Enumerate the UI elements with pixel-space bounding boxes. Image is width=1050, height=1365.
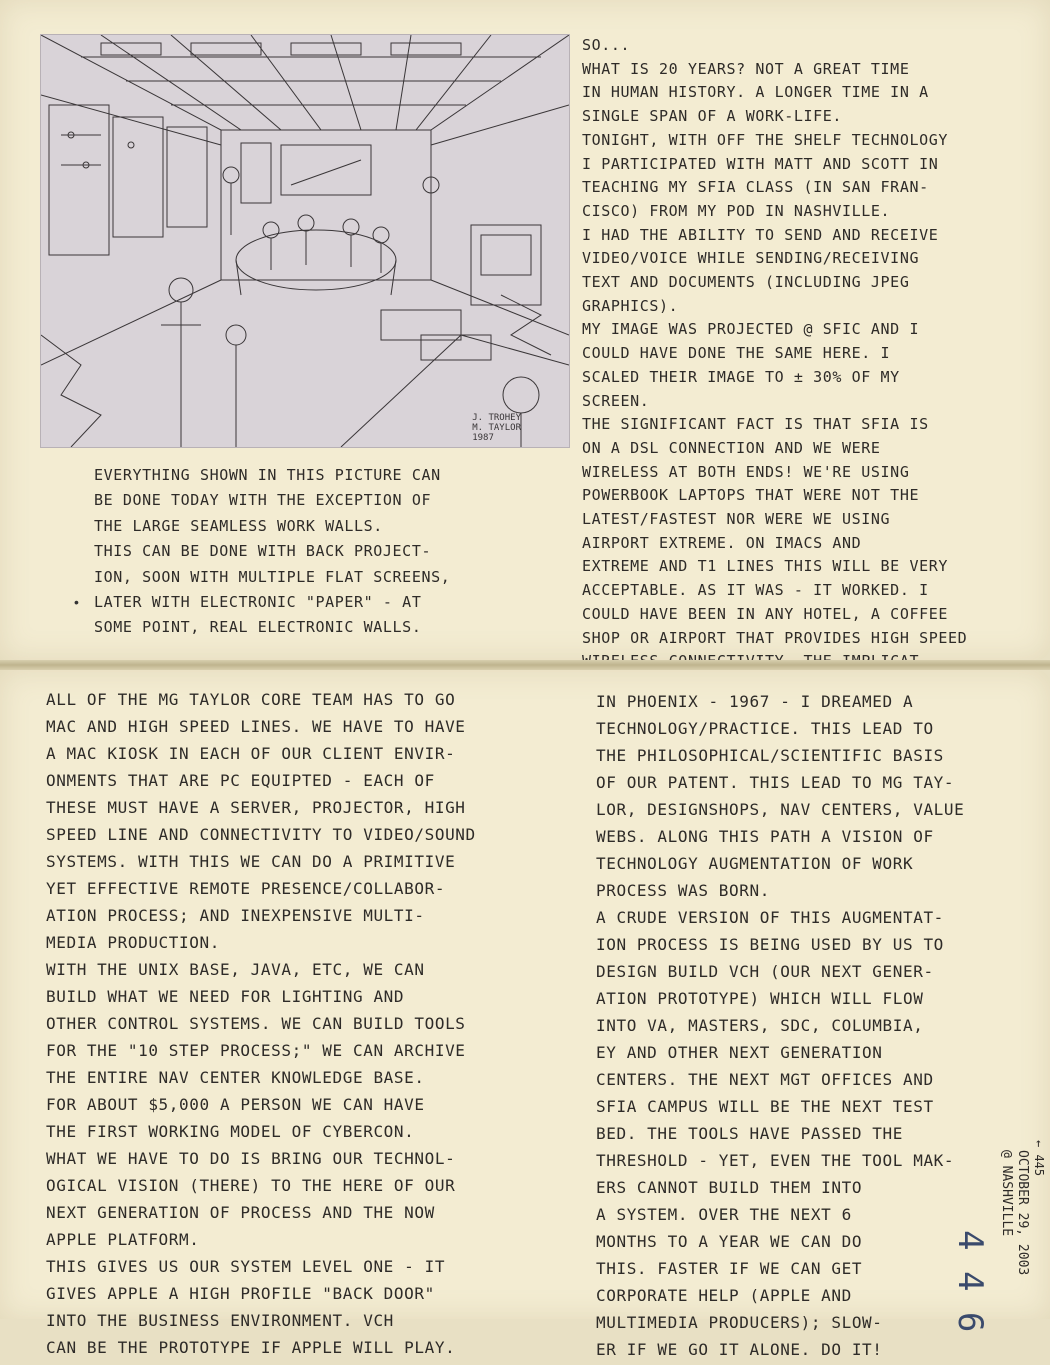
date-line: OCTOBER 29, 2003	[1015, 1150, 1030, 1276]
note-line: COULD HAVE DONE THE SAME HERE. I	[582, 344, 891, 363]
location-line: @ NASHVILLE	[999, 1150, 1014, 1237]
date-note	[998, 1150, 1030, 1275]
note-line: WIRELESS AT BOTH ENDS! WE'RE USING	[582, 462, 910, 481]
note-line: TEACHING MY SFIA CLASS (IN SAN FRAN-	[582, 178, 929, 197]
note-line: ON A DSL CONNECTION AND WE WERE	[582, 438, 881, 457]
note-line: ION PROCESS IS BEING USED BY US TO	[596, 935, 944, 954]
note-line: I PARTICIPATED WITH MATT AND SCOTT IN	[582, 154, 939, 173]
note-line: WITH THE UNIX BASE, JAVA, ETC, WE CAN	[46, 960, 425, 979]
note-line: MY IMAGE WAS PROJECTED @ SFIC AND I	[582, 320, 920, 339]
note-line: SCALED THEIR IMAGE TO ± 30% OF MY	[582, 367, 900, 386]
note-line: THIS. FASTER IF WE CAN GET	[596, 1259, 863, 1278]
note-line: ONMENTS THAT ARE PC EQUIPTED - EACH OF	[46, 771, 435, 790]
sketch-caption	[94, 465, 534, 643]
note-line: OTHER CONTROL SYSTEMS. WE CAN BUILD TOOLS	[46, 1014, 466, 1033]
sketch-signature	[472, 413, 521, 443]
page-number: 4 4 6	[950, 1230, 990, 1333]
note-line: CISCO) FROM MY POD IN NASHVILLE.	[582, 201, 891, 220]
note-line: DESIGN BUILD VCH (OUR NEXT GENER-	[596, 962, 934, 981]
note-line: A CRUDE VERSION OF THIS AUGMENTAT-	[596, 908, 944, 927]
note-line: ATION PROCESS; AND INEXPENSIVE MULTI-	[46, 906, 425, 925]
note-line: TECHNOLOGY AUGMENTATION OF WORK	[596, 854, 914, 873]
note-line: A SYSTEM. OVER THE NEXT 6	[596, 1205, 852, 1224]
note-line: THE SIGNIFICANT FACT IS THAT SFIA IS	[582, 415, 929, 434]
caption-line: EVERYTHING SHOWN IN THIS PICTURE CAN	[94, 466, 441, 484]
note-line: THESE MUST HAVE A SERVER, PROJECTOR, HIGH	[46, 798, 466, 817]
note-line: APPLE PLATFORM.	[46, 1230, 200, 1249]
page-reference-note: ← 445	[1032, 1140, 1046, 1177]
note-line: ALL OF THE MG TAYLOR CORE TEAM HAS TO GO	[46, 690, 456, 709]
note-line: TECHNOLOGY/PRACTICE. THIS LEAD TO	[596, 719, 934, 738]
note-line: INTO VA, MASTERS, SDC, COLUMBIA,	[596, 1016, 924, 1035]
top-right-notes	[582, 36, 1044, 700]
note-line: GRAPHICS).	[582, 296, 679, 315]
note-line: THRESHOLD - YET, EVEN THE TOOL MAK-	[596, 1151, 955, 1170]
note-line: IN PHOENIX - 1967 - I DREAMED A	[596, 692, 914, 711]
note-line: MONTHS TO A YEAR WE CAN DO	[596, 1232, 863, 1251]
note-line: THE ENTIRE NAV CENTER KNOWLEDGE BASE.	[46, 1068, 425, 1087]
note-line: FOR THE "10 STEP PROCESS;" WE CAN ARCHIVE	[46, 1041, 466, 1060]
note-line: BED. THE TOOLS HAVE PASSED THE	[596, 1124, 903, 1143]
note-line: WEBS. ALONG THIS PATH A VISION OF	[596, 827, 934, 846]
note-line: WHAT IS 20 YEARS? NOT A GREAT TIME	[582, 59, 910, 78]
note-line: THE PHILOSOPHICAL/SCIENTIFIC BASIS	[596, 746, 944, 765]
note-line: LATEST/FASTEST NOR WERE WE USING	[582, 510, 891, 529]
note-line: GIVES APPLE A HIGH PROFILE "BACK DOOR"	[46, 1284, 435, 1303]
caption-line: BE DONE TODAY WITH THE EXCEPTION OF	[94, 491, 432, 510]
caption-line: SOME POINT, REAL ELECTRONIC WALLS.	[94, 618, 422, 637]
note-line: THE FIRST WORKING MODEL OF CYBERCON.	[46, 1122, 415, 1141]
note-line: PROCESS WAS BORN.	[596, 881, 770, 900]
note-line: MEDIA PRODUCTION.	[46, 933, 220, 952]
note-line: ERS CANNOT BUILD THEM INTO	[596, 1178, 863, 1197]
note-line: A MAC KIOSK IN EACH OF OUR CLIENT ENVIR-	[46, 744, 456, 763]
note-line: IN HUMAN HISTORY. A LONGER TIME IN A	[582, 83, 929, 102]
note-line: SCREEN.	[582, 391, 650, 410]
note-line: SYSTEMS. WITH THIS WE CAN DO A PRIMITIVE	[46, 852, 456, 871]
caption-line: ION, SOON WITH MULTIPLE FLAT SCREENS,	[94, 567, 451, 586]
note-line: SHOP OR AIRPORT THAT PROVIDES HIGH SPEED	[582, 628, 968, 647]
sketch-illustration	[40, 34, 570, 448]
note-line: AIRPORT EXTREME. ON IMACS AND	[582, 533, 862, 552]
note-line: MULTIMEDIA PRODUCERS); SLOW-	[596, 1313, 883, 1332]
note-line: ER IF WE GO IT ALONE. DO IT!	[596, 1340, 883, 1359]
note-line: SO...	[582, 36, 631, 54]
notebook-page-top	[0, 0, 1050, 660]
pen-dot: •	[74, 594, 79, 610]
note-line: SPEED LINE AND CONNECTIVITY TO VIDEO/SOUND	[46, 825, 476, 844]
signature-line: J. TROHEY	[472, 413, 521, 423]
note-line: WHAT WE HAVE TO DO IS BRING OUR TECHNOL-	[46, 1149, 456, 1168]
note-line: POWERBOOK LAPTOPS THAT WERE NOT THE	[582, 486, 920, 505]
caption-line: THIS CAN BE DONE WITH BACK PROJECT-	[94, 542, 432, 561]
note-line: THIS GIVES US OUR SYSTEM LEVEL ONE - IT	[46, 1257, 446, 1276]
note-line: TONIGHT, WITH OFF THE SHELF TECHNOLOGY	[582, 130, 948, 149]
note-line: OF OUR PATENT. THIS LEAD TO MG TAY-	[596, 773, 955, 792]
note-line: BUILD WHAT WE NEED FOR LIGHTING AND	[46, 987, 405, 1006]
note-line: YET EFFECTIVE REMOTE PRESENCE/COLLABOR-	[46, 879, 446, 898]
caption-line: LATER WITH ELECTRONIC "PAPER" - AT	[94, 593, 422, 612]
note-line: ACCEPTABLE. AS IT WAS - IT WORKED. I	[582, 581, 929, 600]
note-line: SINGLE SPAN OF A WORK-LIFE.	[582, 107, 843, 126]
note-line: CAN BE THE PROTOTYPE IF APPLE WILL PLAY.	[46, 1338, 456, 1357]
caption-line: THE LARGE SEAMLESS WORK WALLS.	[94, 516, 383, 535]
note-line: INTO THE BUSINESS ENVIRONMENT. VCH	[46, 1311, 394, 1330]
note-line: LOR, DESIGNSHOPS, NAV CENTERS, VALUE	[596, 800, 965, 819]
note-line: EY AND OTHER NEXT GENERATION	[596, 1043, 883, 1062]
notebook-gutter	[0, 660, 1050, 670]
note-line: ATION PROTOTYPE) WHICH WILL FLOW	[596, 989, 924, 1008]
signature-line: M. TAYLOR	[472, 423, 521, 433]
note-line: CENTERS. THE NEXT MGT OFFICES AND	[596, 1070, 934, 1089]
note-line: FOR ABOUT $5,000 A PERSON WE CAN HAVE	[46, 1095, 425, 1114]
note-line: SFIA CAMPUS WILL BE THE NEXT TEST	[596, 1097, 934, 1116]
bottom-left-notes	[46, 688, 584, 1363]
note-line: VIDEO/VOICE WHILE SENDING/RECEIVING	[582, 249, 920, 268]
note-line: NEXT GENERATION OF PROCESS AND THE NOW	[46, 1203, 435, 1222]
note-line: EXTREME AND T1 LINES THIS WILL BE VERY	[582, 557, 948, 576]
note-line: CORPORATE HELP (APPLE AND	[596, 1286, 852, 1305]
note-line: COULD HAVE BEEN IN ANY HOTEL, A COFFEE	[582, 604, 948, 623]
note-line: TEXT AND DOCUMENTS (INCLUDING JPEG	[582, 273, 910, 292]
note-line: I HAD THE ABILITY TO SEND AND RECEIVE	[582, 225, 939, 244]
note-line: OGICAL VISION (THERE) TO THE HERE OF OUR	[46, 1176, 456, 1195]
signature-line: 1987	[472, 433, 494, 443]
control-room-sketch	[41, 35, 569, 447]
note-line: MAC AND HIGH SPEED LINES. WE HAVE TO HAVE	[46, 717, 466, 736]
